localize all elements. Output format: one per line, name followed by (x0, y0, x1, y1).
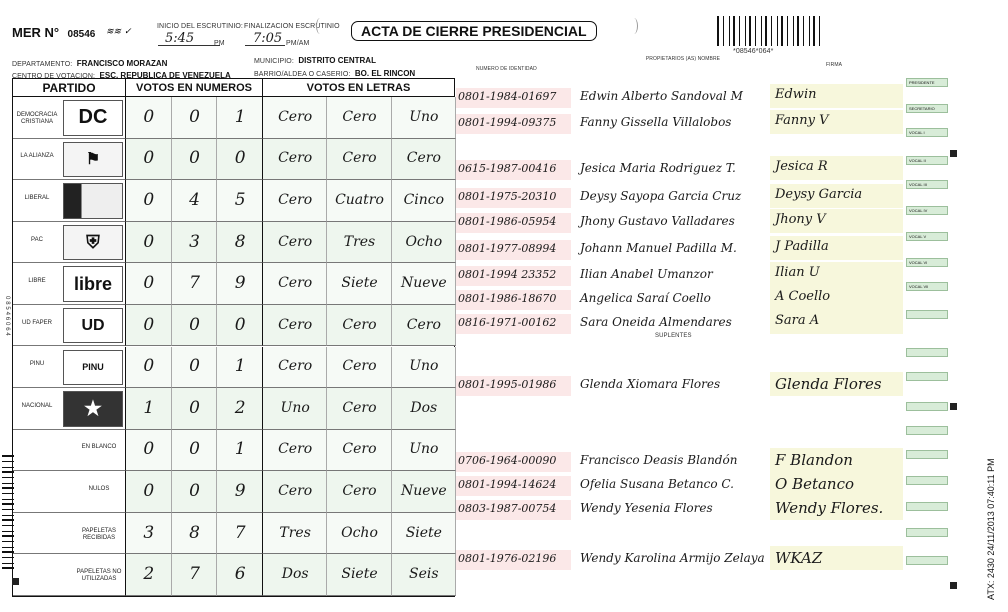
bar-label: VOCAL VI (909, 260, 928, 265)
top-barcode (717, 16, 825, 46)
vote-digit: 9 (234, 481, 246, 502)
vote-word: Siete (341, 566, 378, 583)
barcode-bar (2, 563, 14, 564)
barrio-label: BARRIO/ALDEA O CASERIO: (254, 71, 351, 78)
role-bar (906, 180, 948, 189)
member-name: Edwin Alberto Sandoval M (580, 89, 743, 103)
party-logo-text: libre (73, 273, 112, 294)
vote-word: Dos (410, 399, 438, 416)
role-bar (906, 502, 948, 511)
col-partido-header: PARTIDO (13, 79, 126, 97)
col-name-header: PROPIETARIOS (AS) NOMBRE (645, 56, 721, 62)
suplente-name: Glenda Xiomara Flores (580, 377, 721, 391)
suplente-id: 0801-1976-02196 (458, 552, 557, 565)
vote-digit: 1 (234, 106, 246, 127)
barcode-bar (2, 519, 14, 521)
vote-word: Cinco (403, 191, 445, 208)
barcode-bar (771, 16, 772, 46)
inicio-line (158, 45, 220, 46)
role-bar (906, 258, 948, 267)
vote-digit: 0 (189, 148, 200, 169)
member-signature: Ilian U (775, 265, 820, 280)
suplente-signature: F Blandon (775, 451, 853, 469)
member-signature: Jhony V (775, 212, 826, 227)
party-name: DEMOCRACIA CRISTIANA (16, 111, 58, 125)
role-bar (906, 426, 948, 435)
barcode-bar (819, 16, 820, 46)
departamento-value: FRANCISCO MORAZAN (76, 59, 168, 68)
suplente-name: Wendy Yesenia Flores (580, 501, 713, 515)
member-signature: A Coello (775, 289, 831, 304)
suplente-name: Ofelia Susana Betanco C. (580, 477, 734, 491)
barcode-bar (2, 455, 14, 457)
vote-word: Cero (278, 275, 313, 292)
registration-mark (950, 150, 957, 157)
vote-digit: 2 (143, 564, 155, 585)
vote-digit: 1 (234, 356, 246, 377)
bar-label: VOCAL IV (909, 208, 928, 213)
vote-word: Cero (342, 483, 377, 500)
vote-word: Ocho (405, 233, 443, 250)
member-name: Johann Manuel Padilla M. (580, 241, 737, 255)
vote-digit: 0 (143, 106, 155, 127)
vote-digit: 2 (234, 397, 246, 418)
vote-digit: 0 (143, 439, 155, 460)
member-signature: Fanny V (775, 113, 829, 128)
suplente-id: 0801-1995-01986 (458, 378, 557, 391)
centro-value: ESC. REPUBLICA DE VENEZUELA (99, 71, 231, 80)
inicio-label: INICIO DEL ESCRUTINIO: (157, 23, 243, 30)
municipio-label: MUNICIPIO: (254, 58, 294, 65)
barcode-bar (739, 16, 740, 46)
member-id: 0801-1984-01697 (458, 90, 557, 103)
registration-mark (12, 578, 19, 585)
vote-word: Nueve (400, 483, 447, 500)
role-bar (906, 450, 948, 459)
barcode-bar (2, 515, 14, 516)
barcode-bar (787, 16, 788, 46)
tse-logo (104, 22, 152, 38)
vote-word: Cero (406, 150, 441, 167)
barcode-bar (745, 16, 746, 46)
party-logo (63, 100, 123, 136)
barcode-bar (2, 557, 14, 558)
role-bar (906, 348, 948, 357)
vote-word: Ocho (341, 524, 378, 541)
top-barcode-number: *08546*064* (733, 48, 774, 55)
party-name: EN BLANCO (81, 444, 117, 451)
vote-word: Cero (342, 441, 377, 458)
vote-word: Siete (405, 524, 442, 541)
role-bar (906, 310, 948, 319)
municipio-value: DISTRITO CENTRAL (298, 56, 376, 65)
role-bar (906, 282, 948, 291)
barcode-bar (2, 483, 14, 484)
party-logo (63, 350, 123, 386)
role-bar (906, 78, 948, 87)
role-bar (906, 402, 948, 411)
star-icon: ★ (84, 398, 102, 421)
vote-digit: 7 (189, 273, 200, 294)
suplente-signature: WKAZ (775, 549, 823, 567)
barcode-bar (2, 477, 14, 478)
vote-digit: 0 (189, 397, 200, 418)
suplente-name: Wendy Karolina Armijo Zelaya (580, 551, 765, 565)
vote-word: Cero (342, 150, 377, 167)
barcode-bar (749, 16, 751, 46)
vote-digit: 0 (143, 148, 155, 169)
party-name: PAPELETAS NO UTILIZADAS (76, 569, 122, 583)
vote-word: Uno (409, 441, 439, 458)
vote-digit: 9 (234, 273, 246, 294)
vote-word: Nueve (400, 275, 447, 292)
inicio-suffix: PM (214, 40, 225, 47)
vote-digit: 0 (143, 231, 155, 252)
barcode-bar (797, 16, 799, 46)
vote-word: Cero (342, 108, 377, 125)
col-sig-header: FIRMA (826, 62, 843, 68)
finalizacion-label: FINALIZACION ESCRUTINIO (244, 23, 340, 30)
party-logo (63, 225, 123, 261)
party-logo (63, 142, 123, 178)
vote-digit: 0 (143, 189, 155, 210)
member-signature: Sara A (775, 313, 820, 328)
vote-digit: 0 (143, 314, 155, 335)
vote-word: Cero (278, 316, 313, 333)
vote-word: Cero (342, 316, 377, 333)
barcode-bar (2, 525, 14, 526)
vote-word: Seis (409, 566, 439, 583)
punch-hole-left (316, 18, 324, 34)
mer-number: 08546 (67, 29, 96, 40)
role-bar (906, 372, 948, 381)
finalizacion-time: 7:05 (253, 31, 283, 46)
bar-label: VOCAL VII (909, 284, 929, 289)
party-logo (63, 183, 123, 219)
vote-digit: 8 (234, 231, 246, 252)
votes-table (12, 78, 455, 597)
vote-digit: 7 (189, 564, 200, 585)
party-name: NULOS (88, 486, 110, 493)
suplente-name: Francisco Deasis Blandón (580, 453, 738, 467)
vote-digit: 3 (189, 231, 200, 252)
bar-label: SECRETARIO (909, 106, 935, 111)
member-id: 0801-1975-20310 (458, 190, 557, 203)
shield-icon: ⛨ (86, 232, 100, 253)
suplente-signature: Glenda Flores (775, 375, 882, 393)
col-id-header: NUMERO DE IDENTIDAD (476, 66, 537, 72)
vote-digit: 0 (234, 148, 246, 169)
party-name: NACIONAL (21, 402, 53, 409)
vote-word: Cero (342, 358, 377, 375)
barcode-bar (2, 499, 14, 500)
vote-word: Cero (278, 358, 313, 375)
role-bar (906, 476, 948, 485)
vote-word: Cero (406, 316, 441, 333)
col-letras-header: VOTOS EN LETRAS (263, 79, 454, 97)
vote-word: Cero (278, 191, 313, 208)
party-logo-text: DC (78, 106, 108, 129)
barcode-bar (777, 16, 778, 46)
vote-digit: 0 (189, 356, 200, 377)
bar-label: VOCAL II (909, 158, 926, 163)
member-name: Fanny Gissella Villalobos (580, 115, 732, 129)
vote-digit: 0 (143, 273, 155, 294)
vote-word: Cero (278, 483, 313, 500)
vote-digit: 5 (234, 189, 246, 210)
barcode-bar (733, 16, 735, 46)
party-logo-text: UD (81, 316, 105, 334)
member-id: 0615-1987-00416 (458, 162, 557, 175)
role-bar (906, 128, 948, 137)
vote-word: Uno (409, 108, 439, 125)
member-id: 0801-1994-09375 (458, 116, 557, 129)
flag-icon: ⚑ (85, 151, 101, 169)
party-name: LIBERAL (24, 194, 50, 201)
member-name: Jhony Gustavo Valladares (580, 214, 735, 228)
barcode-bar (723, 16, 724, 46)
barcode-bar (729, 16, 730, 46)
role-bar (906, 556, 948, 565)
member-name: Jesica Maria Rodriguez T. (580, 161, 736, 175)
role-bar (906, 206, 948, 215)
barcode-bar (2, 467, 14, 468)
barcode-bar (2, 551, 14, 553)
member-id: 0801-1994 23352 (458, 268, 557, 281)
mer-block (12, 24, 95, 42)
vote-word: Cero (278, 441, 313, 458)
barcode-bar (781, 16, 783, 46)
suplente-signature: Wendy Flores. (775, 499, 884, 517)
party-logo (63, 266, 123, 302)
member-name: Angelica Saraí Coello (580, 291, 711, 305)
vote-word: Tres (343, 233, 376, 250)
party-name: UD FAPER (21, 319, 52, 326)
party-logo (63, 308, 123, 344)
barcode-bar (2, 535, 14, 537)
left-barcode-number: 0 8 5 4 6 0 6 4 (4, 296, 10, 336)
barcode-bar (809, 16, 810, 46)
punch-hole-right (630, 18, 638, 34)
barcode-bar (2, 547, 14, 548)
vote-word: Uno (280, 399, 310, 416)
vote-word: Cero (278, 233, 313, 250)
vote-digit: 0 (143, 356, 155, 377)
mer-label: MER N° (12, 25, 60, 40)
suplente-id: 0803-1987-00754 (458, 502, 557, 515)
suplente-id: 0801-1994-14624 (458, 478, 557, 491)
member-signature: Edwin (775, 87, 817, 102)
svg-text:≋≋ ✓: ≋≋ ✓ (106, 27, 132, 37)
vote-digit: 0 (189, 314, 200, 335)
role-bar (906, 528, 948, 537)
vote-digit: 1 (234, 439, 246, 460)
barcode-bar (2, 541, 14, 542)
barcode-bar (2, 493, 14, 494)
vote-digit: 6 (234, 564, 246, 585)
col-numeros-header: VOTOS EN NUMEROS (126, 79, 263, 97)
member-id: 0816-1971-00162 (458, 316, 557, 329)
barcode-bar (2, 487, 14, 489)
vote-digit: 0 (189, 106, 200, 127)
bar-label: PRESIDENTE (909, 80, 935, 85)
bar-label: VOCAL V (909, 234, 927, 239)
barcode-bar (761, 16, 762, 46)
barcode-bar (2, 471, 14, 473)
role-bar (906, 232, 948, 241)
vote-digit: 0 (143, 481, 155, 502)
vote-digit: 0 (189, 481, 200, 502)
vote-digit: 7 (234, 522, 246, 543)
barcode-bar (2, 461, 14, 462)
vote-digit: 4 (189, 189, 200, 210)
party-name: PAC (31, 236, 43, 243)
barcode-bar (2, 567, 14, 569)
vote-digit: 1 (143, 397, 155, 418)
member-signature: J Padilla (775, 239, 829, 254)
vote-word: Tres (279, 524, 311, 541)
suplente-id: 0706-1964-00090 (458, 454, 557, 467)
party-name: LIBRE (28, 278, 46, 285)
barcode-bar (803, 16, 804, 46)
registration-mark (950, 582, 957, 589)
finalizacion-line (245, 45, 285, 46)
finalizacion-suffix: PM/AM (286, 40, 310, 47)
barrio-value: BO. EL RINCON (354, 69, 416, 78)
role-bar (906, 156, 948, 165)
vote-word: Siete (341, 275, 378, 292)
vote-digit: 0 (189, 439, 200, 460)
member-signature: Jesica R (775, 159, 828, 174)
vote-word: Cero (278, 108, 313, 125)
suplente-signature: O Betanco (775, 475, 855, 493)
vote-word: Cero (342, 399, 377, 416)
party-name: PINU (29, 361, 45, 368)
party-name: PAPELETAS RECIBIDAS (81, 527, 117, 541)
registration-mark (950, 403, 957, 410)
bar-label: VOCAL III (909, 182, 927, 187)
side-stamp: ATX: 2430 24/11/2013 07:40:11 PM (986, 458, 996, 600)
vote-word: Cero (278, 150, 313, 167)
centro-label: CENTRO DE VOTACION: (12, 73, 96, 80)
departamento-label: DEPARTAMENTO: (12, 61, 73, 68)
member-id: 0801-1977-08994 (458, 242, 557, 255)
member-name: Ilian Anabel Umanzor (580, 267, 713, 281)
vote-word: Dos (281, 566, 309, 583)
barcode-bar (2, 531, 14, 532)
member-name: Sara Oneida Almendares (580, 315, 732, 329)
left-barcode (2, 455, 14, 575)
barcode-bar (2, 509, 14, 510)
barcode-bar (793, 16, 794, 46)
page-title: ACTA DE CIERRE PRESIDENCIAL (351, 21, 597, 41)
vote-digit: 3 (143, 522, 155, 543)
inicio-time: 5:45 (165, 31, 195, 46)
party-name: LA ALIANZA (20, 153, 54, 160)
barcode-bar (765, 16, 767, 46)
bar-label: VOCAL I (909, 130, 925, 135)
member-id: 0801-1986-18670 (458, 292, 557, 305)
vote-word: Uno (409, 358, 439, 375)
member-id: 0801-1986-05954 (458, 215, 557, 228)
party-logo (63, 391, 123, 427)
barcode-bar (755, 16, 756, 46)
vote-word: Cuatro (335, 191, 384, 208)
barcode-bar (2, 503, 14, 505)
vote-digit: 8 (189, 522, 200, 543)
vote-digit: 0 (234, 314, 246, 335)
barcode-bar (813, 16, 815, 46)
role-bar (906, 104, 948, 113)
barcode-bar (717, 16, 719, 46)
member-signature: Deysy Garcia (775, 187, 863, 202)
member-name: Deysy Sayopa Garcia Cruz (580, 189, 742, 203)
suplentes-label: SUPLENTES (655, 333, 692, 339)
party-logo-text: PINU (82, 362, 104, 373)
